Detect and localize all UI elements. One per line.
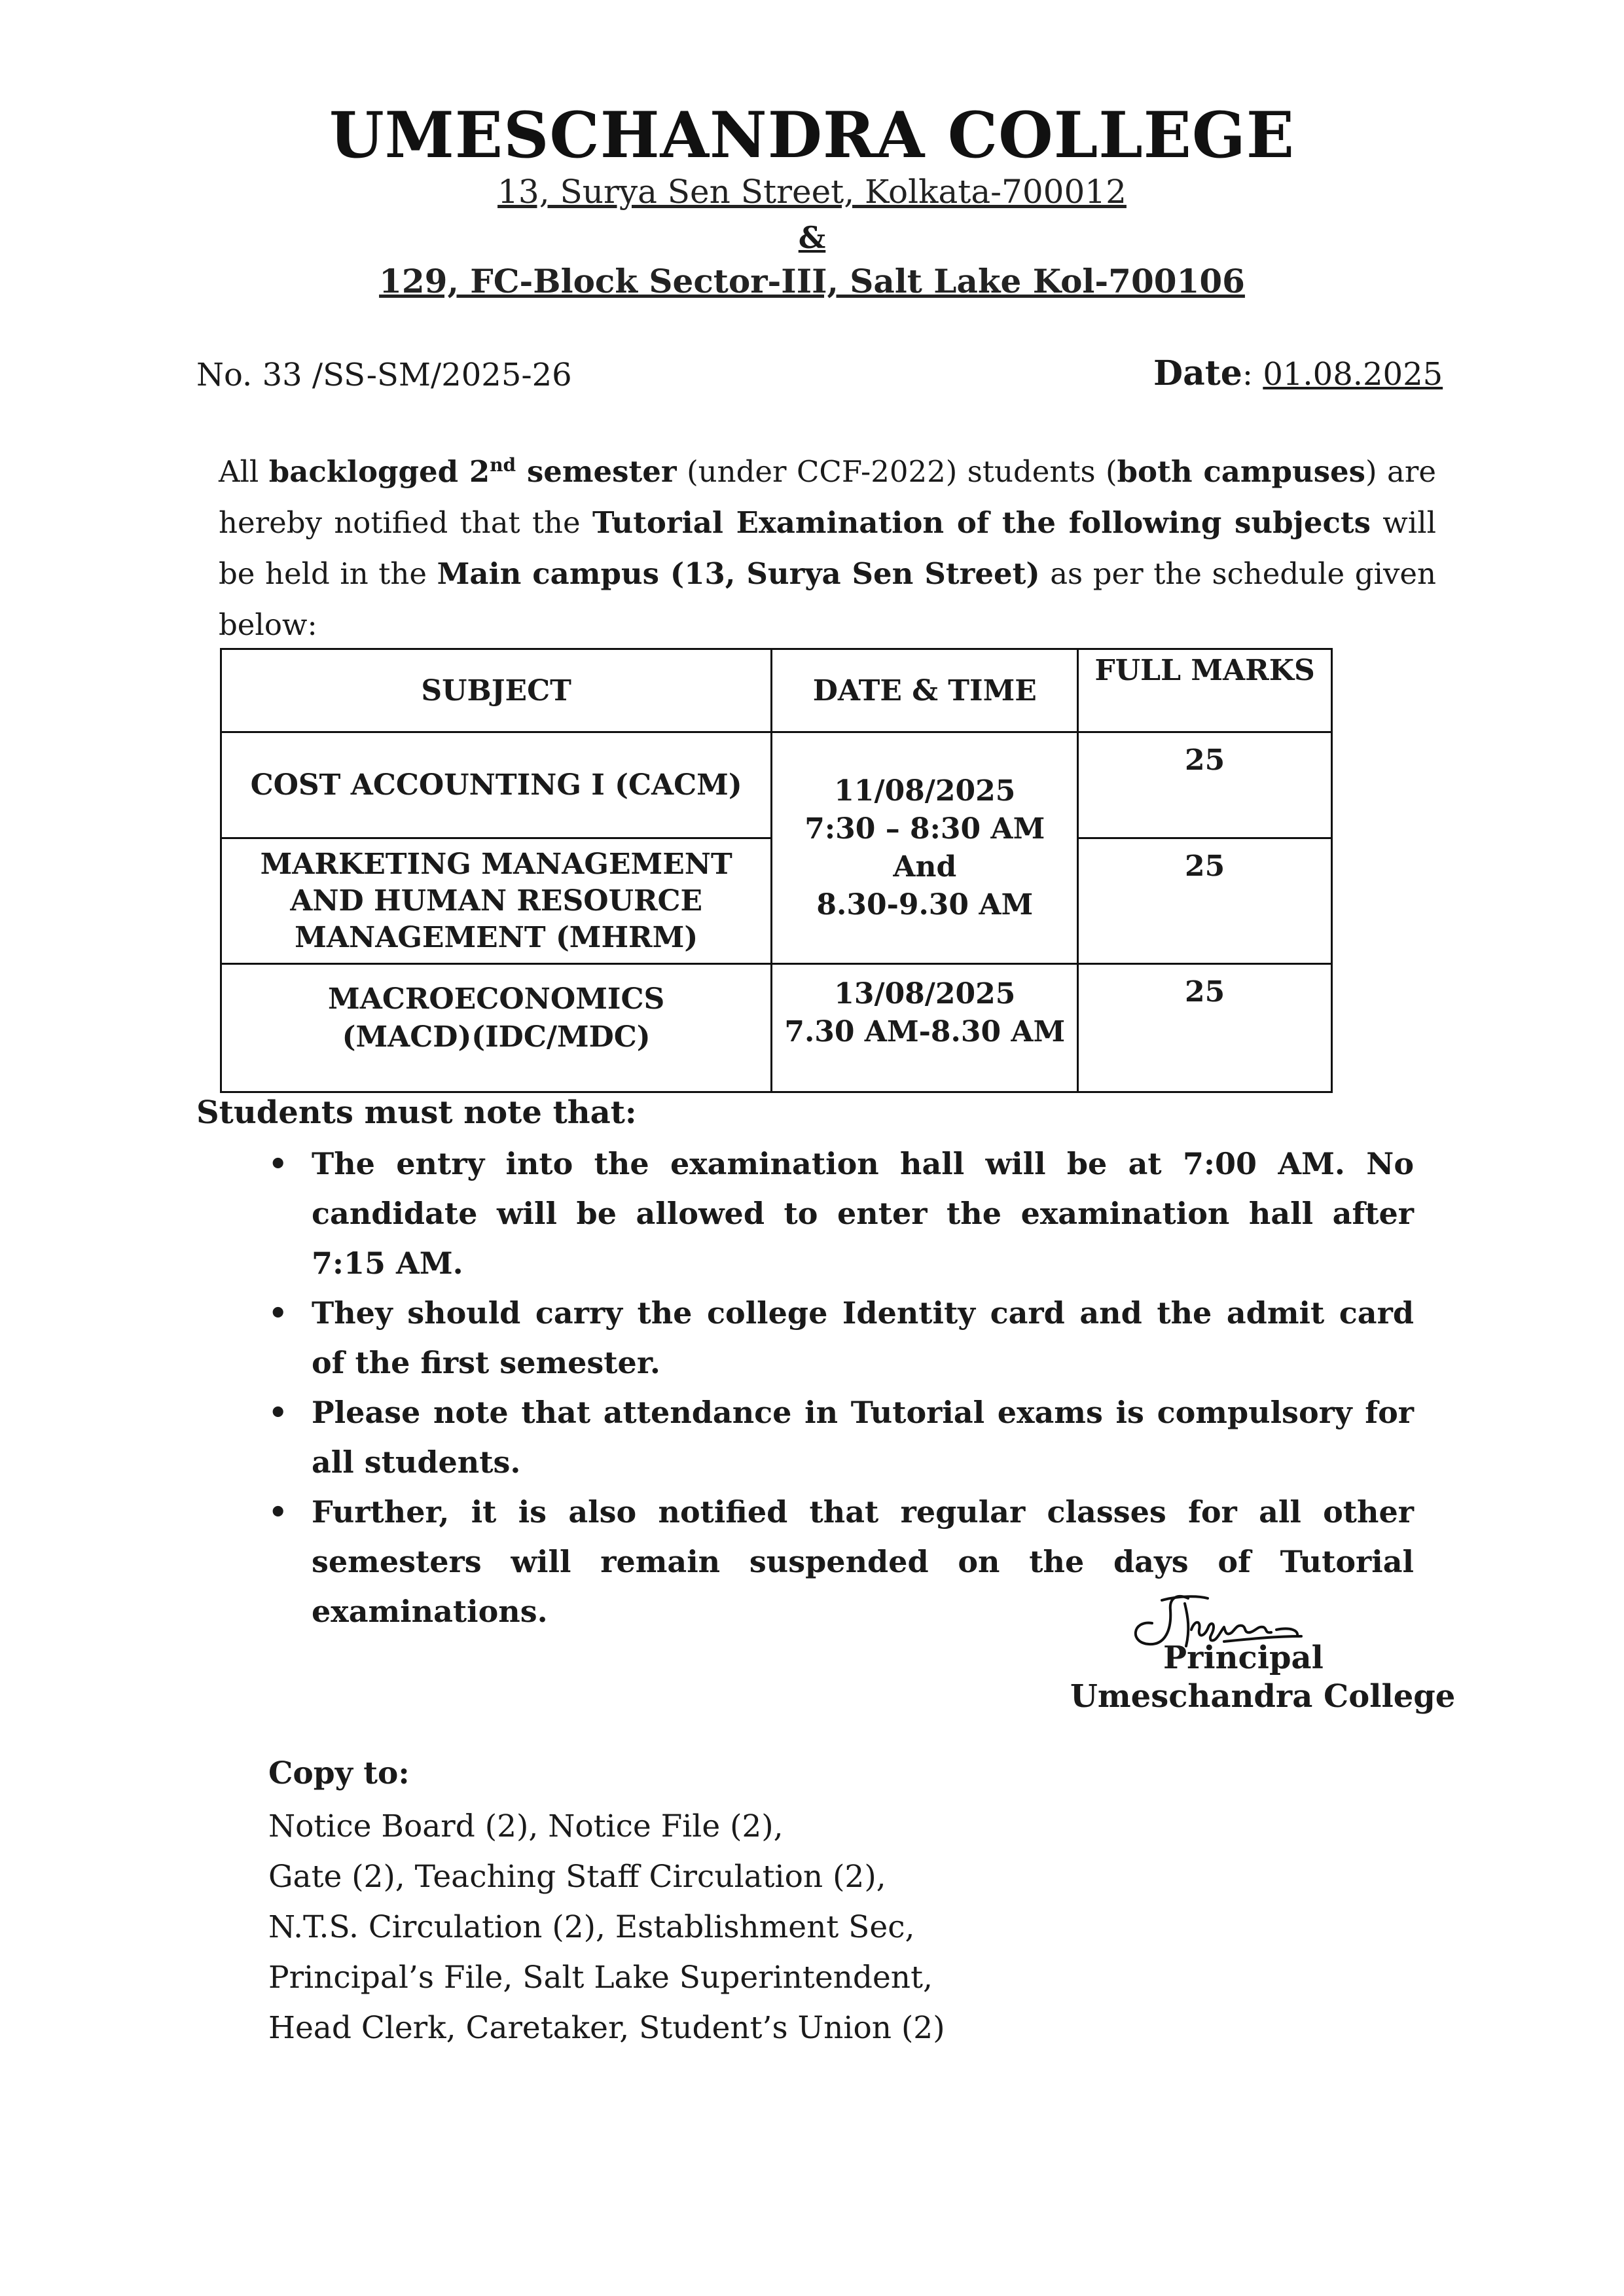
intro-text-4: will be held in the — [219, 505, 1436, 591]
subject-cell — [221, 964, 772, 1092]
notes-list — [268, 1139, 1414, 1636]
copy-to-list — [268, 1801, 945, 2053]
address-main-campus: 13, Surya Sen Street, Kolkata-700012 — [497, 173, 1127, 211]
table-row — [221, 964, 1332, 1092]
note-text: The entry into the examination hall will be at 7:00 AM. No candidate will be allowed to enter the examination hall after 7:15 AM. — [312, 1146, 1414, 1281]
note-text: Please note that attendance in Tutorial exams is compulsory for all students. — [312, 1395, 1414, 1480]
subject-cell-text: MACROECONOMICS (MACD)(IDC/MDC) — [328, 982, 665, 1054]
list-item — [268, 1388, 1414, 1487]
exam-schedule-table — [220, 648, 1333, 1093]
intro-bold-campuses: both campuses — [1117, 454, 1365, 489]
reference-no-prefix: No. — [196, 357, 253, 393]
reference-no-suffix: /SS-SM/2025-26 — [312, 357, 572, 393]
date-time-cell — [772, 732, 1078, 964]
table-row — [221, 732, 1332, 838]
date-separator: : — [1242, 356, 1254, 393]
notice-intro-paragraph — [219, 440, 1436, 651]
note-text: They should carry the college Identity card and the admit card of the first semester. — [312, 1295, 1414, 1380]
notes-heading: Students must note that: — [196, 1094, 637, 1131]
intro-bold-main-campus: Main campus (13, Surya Sen Street) — [437, 556, 1040, 591]
intro-text-1: All — [219, 454, 269, 489]
reference-no-number: 33 — [262, 357, 302, 393]
full-marks-cell: 25 — [1078, 732, 1332, 838]
date-label: Date — [1153, 353, 1242, 393]
signatory-title: Principal — [1163, 1640, 1324, 1676]
slot2-time: 7.30 AM-8.30 AM — [784, 1015, 1066, 1049]
address-salt-lake-campus: 129, FC-Block Sector-III, Salt Lake Kol-700106 — [379, 262, 1245, 300]
list-item — [268, 1139, 1414, 1288]
full-marks-cell: 25 — [1078, 838, 1332, 964]
signature-text: Ihaque — [1204, 1610, 1207, 1611]
bullet-icon: • — [268, 1146, 288, 1181]
list-item: N.T.S. Circulation (2), Establishment Sec, — [268, 1909, 915, 1945]
header-date-time: DATE & TIME — [772, 649, 1078, 732]
intro-text-5: as per the schedule given below: — [219, 556, 1436, 642]
intro-bold-exam: Tutorial Examination of the following subjects — [592, 505, 1371, 540]
list-item: Gate (2), Teaching Staff Circulation (2), — [268, 1859, 886, 1895]
list-item: Notice Board (2), Notice File (2), — [268, 1808, 784, 1844]
reference-number — [196, 357, 572, 393]
date-time-cell — [772, 964, 1078, 1092]
subject-cell: COST ACCOUNTING I (CACM) — [221, 732, 772, 838]
slot1-time-2: 8.30-9.30 AM — [816, 888, 1034, 922]
slot2-date: 13/08/2025 — [834, 977, 1016, 1011]
list-item — [268, 1288, 1414, 1388]
intro-text-2: (under CCF-2022) students ( — [676, 454, 1117, 489]
list-item: Head Clerk, Caretaker, Student’s Union (2) — [268, 2010, 945, 2046]
header-subject: SUBJECT — [221, 649, 772, 732]
list-item: Principal’s File, Salt Lake Superintendent, — [268, 1960, 933, 1996]
intro-superscript: nd — [490, 454, 516, 476]
signatory-college: Umeschandra College — [1070, 1678, 1456, 1715]
date-value: 01.08.2025 — [1263, 356, 1443, 393]
bullet-icon: • — [268, 1295, 288, 1331]
copy-to-heading: Copy to: — [268, 1755, 410, 1791]
bullet-icon: • — [268, 1494, 288, 1530]
intro-text-3: ) are hereby notified that the — [219, 454, 1436, 540]
note-text: Further, it is also notified that regular classes for all other semesters will remain suspended on the days of Tutorial examinations. — [312, 1494, 1414, 1629]
intro-bold-backlogged: backlogged 2 — [268, 454, 490, 489]
intro-bold-semester: semester — [516, 454, 677, 489]
slot1-joiner: And — [893, 850, 957, 884]
header-full-marks — [1078, 649, 1332, 732]
address-ampersand: & — [798, 220, 826, 255]
college-name: UMESCHANDRA COLLEGE — [329, 98, 1295, 172]
notice-date — [1153, 353, 1443, 393]
subject-cell: MARKETING MANAGEMENT AND HUMAN RESOURCE MANAGEMENT (MHRM) — [221, 838, 772, 964]
slot1-date: 11/08/2025 — [834, 774, 1016, 808]
header-full-marks-label: FULL MARKS — [1094, 654, 1315, 687]
table-header-row — [221, 649, 1332, 732]
full-marks-cell: 25 — [1078, 964, 1332, 1092]
bullet-icon: • — [268, 1395, 288, 1430]
slot1-time-1: 7:30 – 8:30 AM — [804, 812, 1045, 846]
